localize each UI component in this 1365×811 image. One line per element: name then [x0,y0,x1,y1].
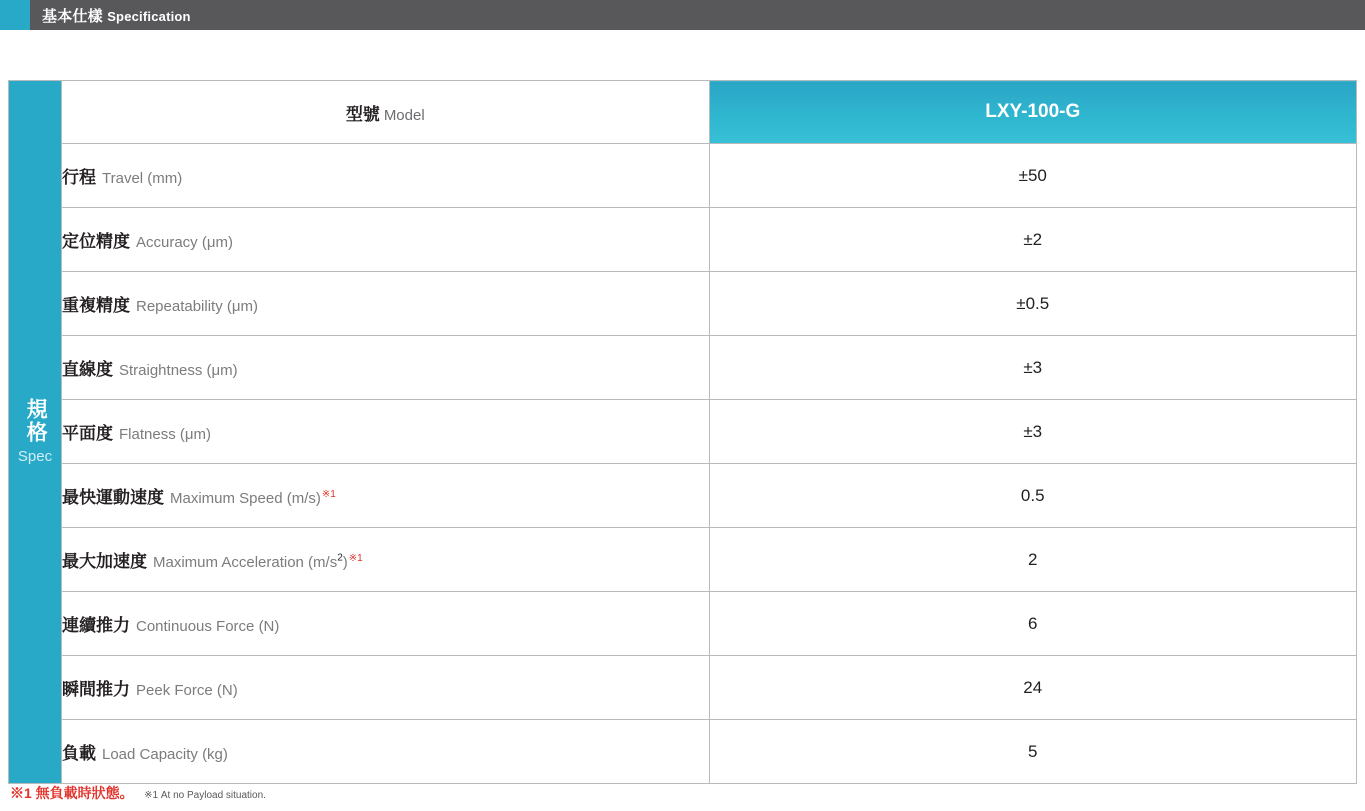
item-cell-flatness [62,400,710,464]
item-zh: 負載 [62,744,96,763]
item-en-superscript: 2 [337,552,343,564]
item-zh: 平面度 [62,424,113,443]
section-title [42,5,191,26]
item-en: Accuracy (μm) [136,234,233,251]
item-en: Continuous Force (N) [136,618,280,635]
table-row [9,336,1357,400]
table-row [9,592,1357,656]
specification-table [8,80,1357,784]
section-header-bar [0,0,1365,30]
table-row [9,528,1357,592]
value-cell-load-capacity: 5 [709,720,1357,784]
table-row [9,208,1357,272]
item-en: Straightness (μm) [119,362,238,379]
section-title-zh: 基本仕樣 [42,7,103,25]
value-cell-maximum-acceleration: 2 [709,528,1357,592]
table-row [9,464,1357,528]
value-cell-straightness: ±3 [709,336,1357,400]
value-cell-repeatability: ±0.5 [709,272,1357,336]
item-footnote-marker: ※1 [321,488,336,500]
item-zh: 最大加速度 [62,552,147,571]
footnote-en: ※1 At no Payload situation. [144,790,266,801]
specification-table-wrapper [8,80,1357,784]
model-name-cell: LXY-100-G [709,81,1357,144]
item-footnote-marker: ※1 [348,552,363,564]
footnote [10,783,266,803]
item-en: Travel (mm) [102,170,183,187]
item-zh: 定位精度 [62,232,130,251]
item-en: Flatness (μm) [119,426,211,443]
value-cell-continuous-force: 6 [709,592,1357,656]
table-row [9,272,1357,336]
item-cell-repeatability [62,272,710,336]
section-title-en: Specification [107,8,191,24]
item-zh: 連續推力 [62,616,130,635]
table-row [9,720,1357,784]
table-header-row [9,81,1357,144]
item-en-tail: ) [342,554,348,571]
item-en: Peek Force (N) [136,682,238,699]
item-en: Maximum Speed (m/s) [170,490,321,507]
item-cell-straightness [62,336,710,400]
item-en: Load Capacity (kg) [102,746,228,763]
footnote-zh: ※1 無負載時狀態。 [10,785,134,801]
item-zh: 行程 [62,168,96,187]
item-cell-travel [62,144,710,208]
value-cell-accuracy: ±2 [709,208,1357,272]
value-cell-travel: ±50 [709,144,1357,208]
header-accent-block [0,0,30,30]
item-cell-accuracy [62,208,710,272]
table-row [9,400,1357,464]
spec-side-label-zh: 規格 [24,398,48,445]
spec-side-label-en: Spec [17,448,53,466]
value-cell-maximum-speed: 0.5 [709,464,1357,528]
item-en: Maximum Acceleration (m/s [153,554,338,571]
model-header-cell [62,81,710,144]
item-cell-peek-force [62,656,710,720]
table-row [9,144,1357,208]
item-cell-maximum-acceleration [62,528,710,592]
item-cell-maximum-speed [62,464,710,528]
table-row [9,656,1357,720]
model-header-en: Model [383,106,425,124]
item-zh: 直線度 [62,360,113,379]
item-zh: 最快運動速度 [62,488,164,507]
value-cell-flatness: ±3 [709,400,1357,464]
item-zh: 重複精度 [62,296,130,315]
model-header-zh: 型號 [345,104,380,124]
value-cell-peek-force: 24 [709,656,1357,720]
item-en: Repeatability (μm) [136,298,259,315]
item-cell-continuous-force [62,592,710,656]
item-zh: 瞬間推力 [62,680,130,699]
item-cell-load-capacity [62,720,710,784]
spec-side-label-cell [9,81,62,784]
